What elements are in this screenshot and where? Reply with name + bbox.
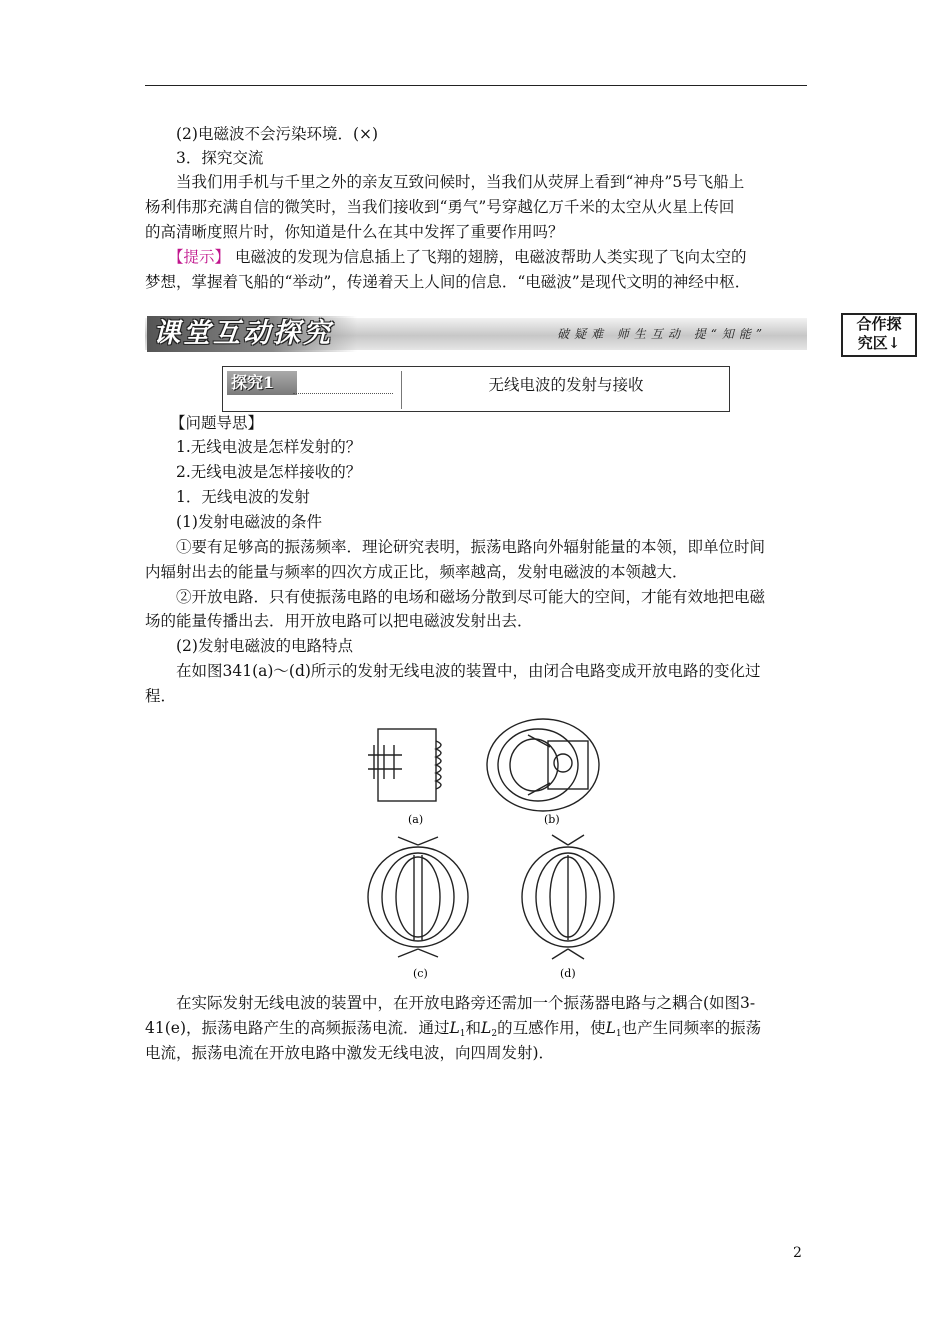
paragraph-line: 的高清晰度照片时，你知道是什么在其中发挥了重要作用吗？ xyxy=(145,223,564,241)
figure-b-circuit xyxy=(487,719,599,811)
page-number: 2 xyxy=(793,1245,802,1261)
paragraph-line: 在实际发射无线电波的装置中，在开放电路旁还需加一个振荡器电路与之耦合(如图3- xyxy=(176,994,756,1012)
figure-label-d: (d) xyxy=(560,967,576,980)
section-banner xyxy=(145,316,807,352)
figure-label-c: (c) xyxy=(413,967,428,980)
paragraph-line: 杨利伟那充满自信的微笑时，当我们接收到“勇气”号穿越亿万千米的太空从火星上传回 xyxy=(145,198,735,216)
figure-a-circuit xyxy=(368,729,441,801)
explore-title: 无线电波的发射与接收 xyxy=(488,376,644,394)
banner-title: 课堂互动探究 xyxy=(147,316,357,352)
subsection-heading: 1．无线电波的发射 xyxy=(176,488,310,506)
paragraph-line: 在如图341(a)～(d)所示的发射无线电波的装置中，由闭合电路变成开放电路的变化过 xyxy=(176,662,761,680)
explore-dash xyxy=(293,393,393,394)
subsection-heading: (1)发射电磁波的条件 xyxy=(176,513,322,531)
question-heading: 【问题导思】 xyxy=(170,414,264,432)
paragraph-line: 程． xyxy=(145,687,177,705)
paragraph-line: 内辐射出去的能量与频率的四次方成正比，频率越高，发射电磁波的本领越大． xyxy=(145,563,688,581)
banner-subtitle: 破疑难 师生互动 提“知能” xyxy=(557,327,767,341)
paragraph-line: ①要有足够高的振荡频率．理论研究表明，振荡电路向外辐射能量的本领，即单位时间 xyxy=(176,538,766,556)
circuit-figure-svg xyxy=(358,715,618,983)
question-item: 1.无线电波是怎样发射的？ xyxy=(176,438,362,456)
subsection-heading: (2)发射电磁波的电路特点 xyxy=(176,637,353,655)
text-run: 的互感作用，使 xyxy=(497,1019,606,1037)
section-heading: 3．探究交流 xyxy=(176,149,264,167)
text-run: 也产生同频率的振荡 xyxy=(621,1019,762,1037)
side-label-line1: 合作探 xyxy=(856,315,902,333)
explore-divider xyxy=(401,371,402,409)
figure-c-field xyxy=(368,837,468,957)
text-run: 41(e)，振荡电路产生的高频振荡电流．通过 xyxy=(145,1019,450,1037)
side-label-line2: 究区↓ xyxy=(857,334,901,352)
subscript: 1 xyxy=(615,1029,622,1039)
figure-label-b: (b) xyxy=(544,813,560,826)
tip-line xyxy=(168,245,807,269)
figure-label-a: (a) xyxy=(408,813,424,826)
paragraph-line: 梦想，掌握着飞船的“举动”，传递着天上人间的信息．“电磁波”是现代文明的神经中枢． xyxy=(145,273,751,291)
symbol-L: L xyxy=(481,1019,492,1037)
tip-label: 【提示】 xyxy=(168,248,231,266)
tip-text: 电磁波的发现为信息插上了飞翔的翅膀，电磁波帮助人类实现了飞向太空的 xyxy=(234,248,747,266)
symbol-L: L xyxy=(449,1019,460,1037)
paragraph-line: ②开放电路．只有使振荡电路的电场和磁场分散到尽可能大的空间，才能有效地把电磁 xyxy=(176,588,766,606)
paragraph-line: 场的能量传播出去．用开放电路可以把电磁波发射出去． xyxy=(145,612,533,630)
circuit-figure xyxy=(358,715,618,983)
subscript: 1 xyxy=(459,1029,466,1039)
question-item: 2.无线电波是怎样接收的？ xyxy=(176,463,362,481)
paragraph-line: 当我们用手机与千里之外的亲友互致问候时，当我们从荧屏上看到“神舟”5号飞船上 xyxy=(176,173,745,191)
symbol-L: L xyxy=(605,1019,616,1037)
side-label-box xyxy=(841,313,917,357)
figure-d-field xyxy=(522,835,614,959)
header-rule xyxy=(145,85,807,86)
text-run: 和 xyxy=(465,1019,482,1037)
paragraph-line: 电流，振荡电流在开放电路中激发无线电波，向四周发射)． xyxy=(145,1044,555,1062)
answer-line: (2)电磁波不会污染环境．(×) xyxy=(176,125,379,143)
subscript: 2 xyxy=(491,1029,498,1039)
explore-box xyxy=(222,366,730,412)
explore-tag: 探究1 xyxy=(227,371,297,395)
